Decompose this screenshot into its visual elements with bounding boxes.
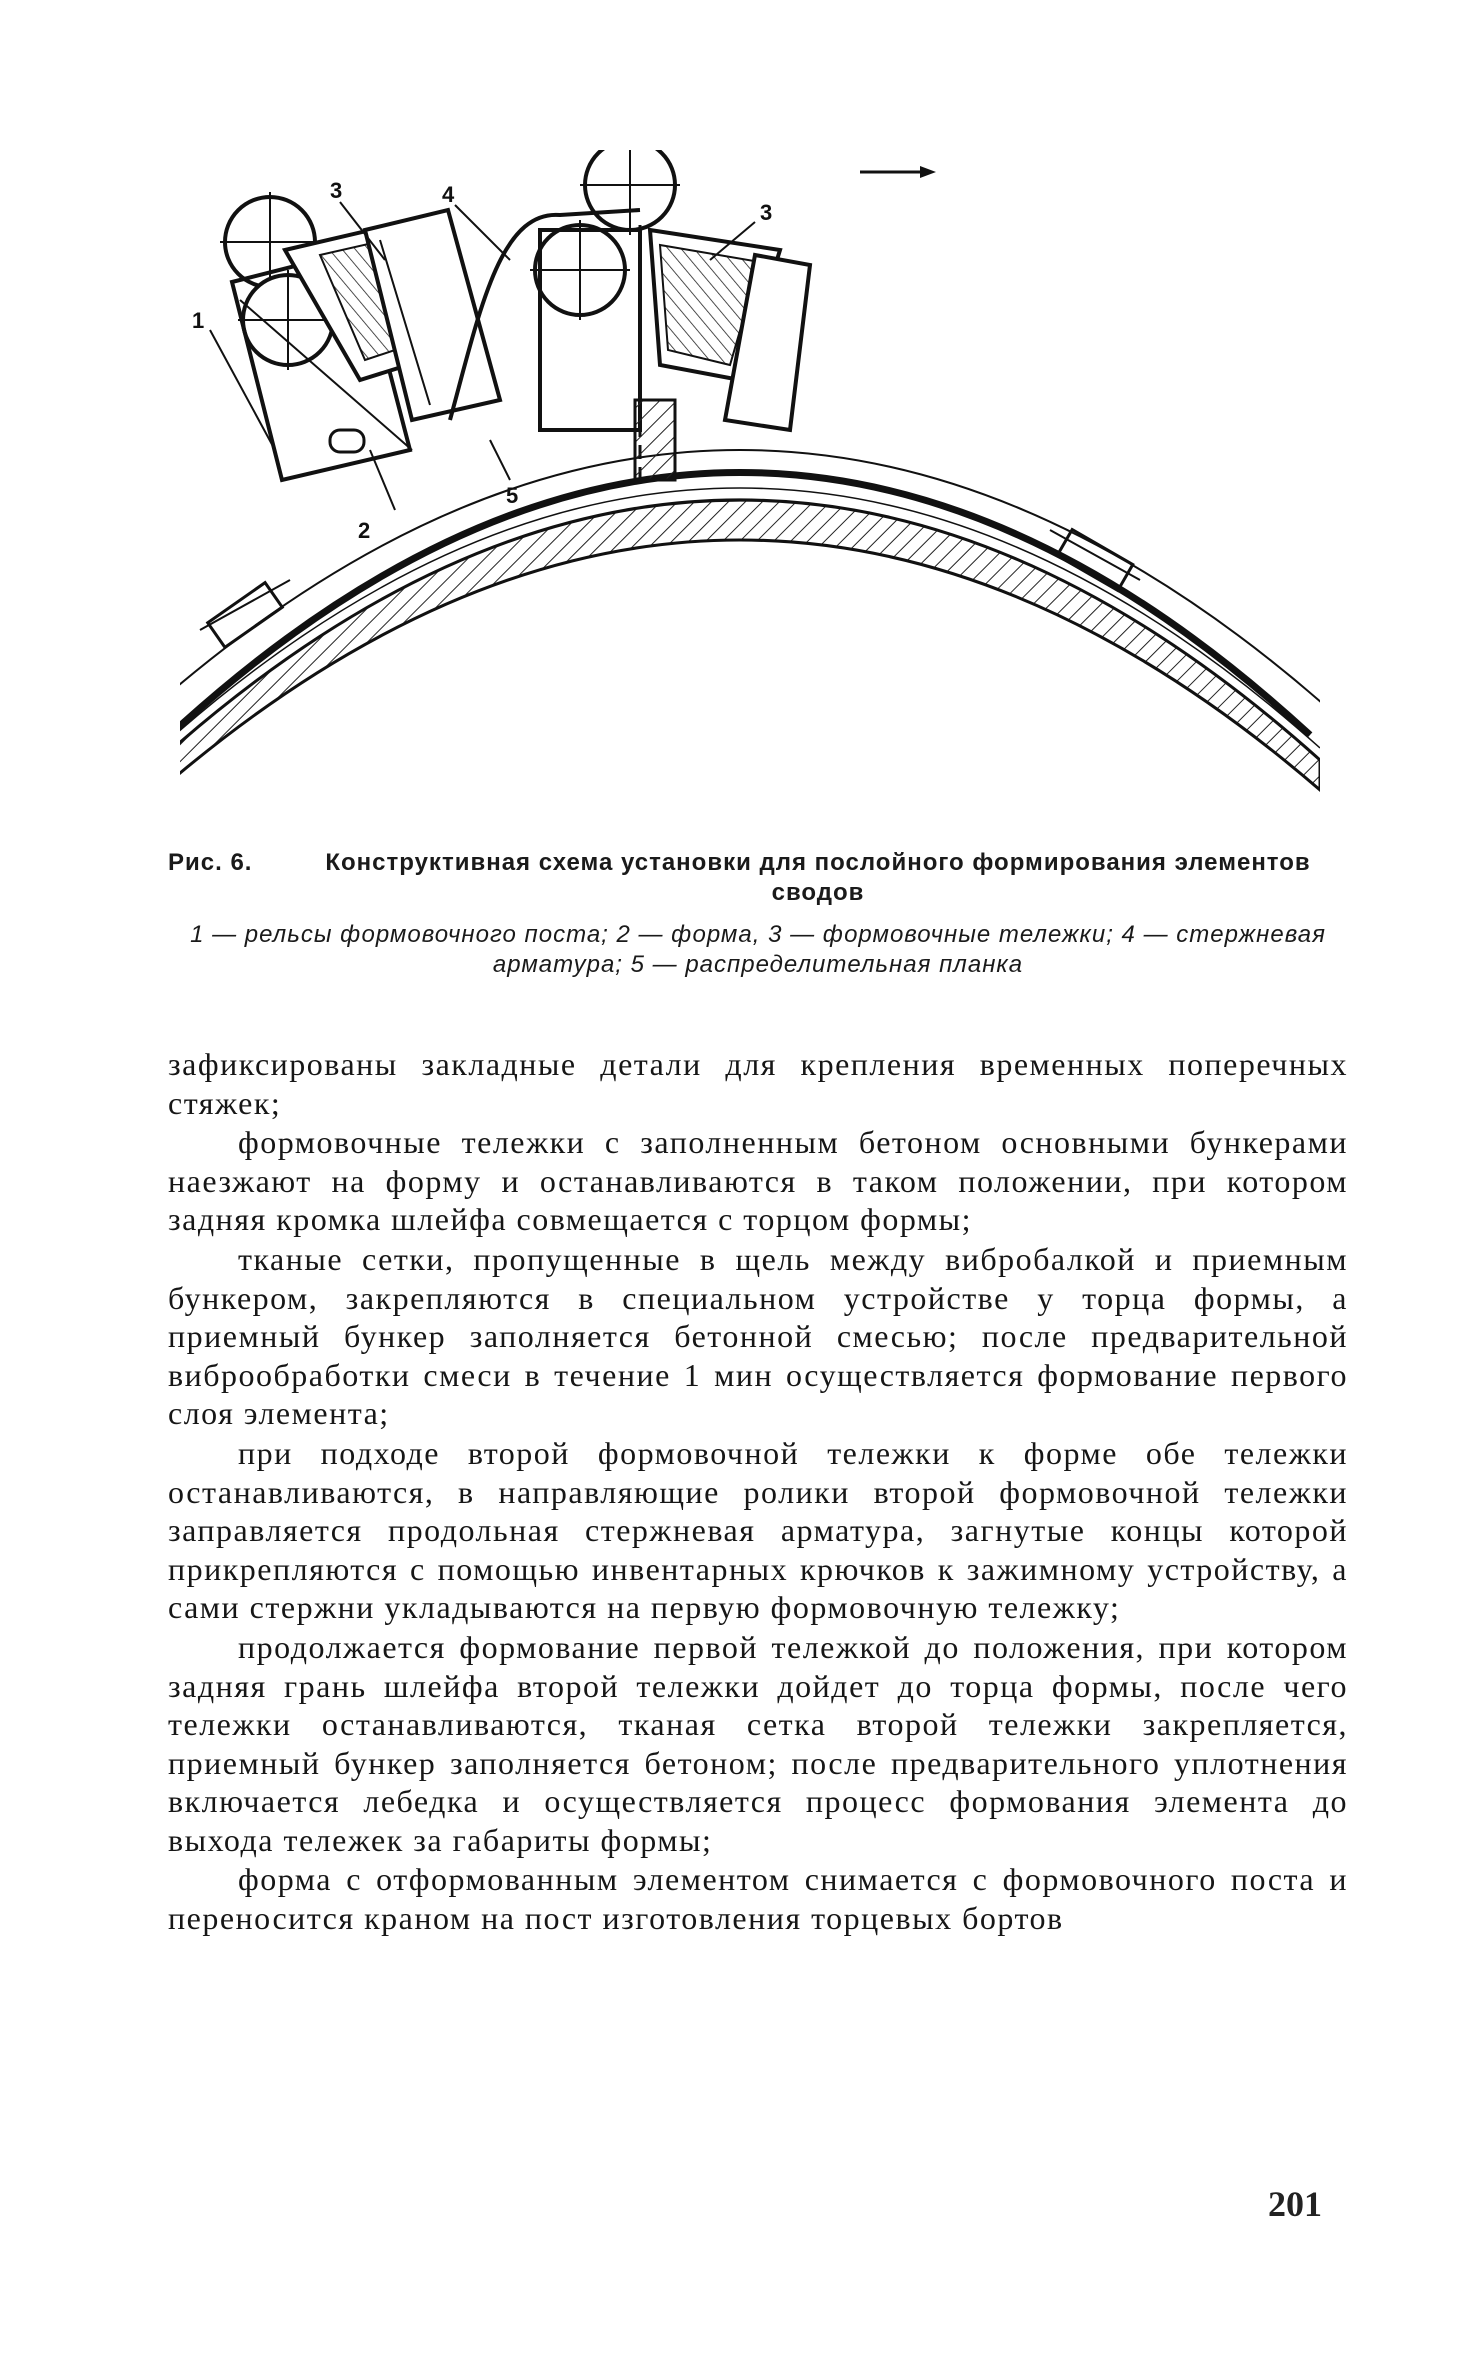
label-3-left: 3 (330, 178, 343, 203)
caption-title-row (168, 848, 1348, 908)
body-text (168, 1045, 1348, 1939)
label-5: 5 (506, 483, 519, 508)
label-4: 4 (442, 182, 455, 207)
left-trolley (220, 192, 500, 480)
paragraph-4: при подходе второй формовочной тележки к форме обе тележки останавливаются, в направляющие ролики второй формовочной тележки заправляется продольная стержневая арматура, загнутые концы которой прикрепляются с помощью инвентарных крючков к зажимному устройству, а сами стержни укладываются на первую формовочную тележку; (168, 1434, 1348, 1626)
caption-title: Конструктивная схема установки для послойного формирования элементов сводов (325, 849, 1311, 906)
paragraph-1: зафиксированы закладные детали для крепления временных поперечных стяжек; (168, 1046, 1348, 1121)
paragraph-5: продолжается формование первой тележкой до положения, при котором задняя грань шлейфа второй тележки дойдет до торца формы, после чего тележки останавливаются, тканая сетка второй тележки закрепляется, приемный бункер заполняется бетоном; после предварительного уплотнения включается лебедка и осуществляется процесс формования элемента до выхода тележек за габариты формы; (168, 1628, 1348, 1858)
paragraph-2: формовочные тележки с заполненным бетоном основными бункерами наезжают на форму и останавливаются в таком положении, при котором задняя кромка шлейфа совмещается с торцом формы; (168, 1124, 1348, 1238)
figure-caption (168, 848, 1348, 980)
page-number: 201 (1268, 2184, 1322, 2224)
paragraph-3: тканые сетки, пропущенные в щель между вибробалкой и приемным бункером, закрепляются в специальном устройстве у торца формы, а приемный бункер заполняется бетонной смесью; после предварительной виброобработки смеси в течение 1 мин осуществляется формование первого слоя элемента; (168, 1240, 1348, 1432)
arch-form (180, 450, 1320, 790)
rail-clamp-left (200, 580, 290, 647)
figure-drawing (180, 150, 1320, 820)
paragraph-6: форма с отформованным элементом снимается с формовочного поста и переносится краном на пост изготовления торцевых бортов (168, 1861, 1348, 1937)
label-1: 1 (192, 308, 205, 333)
caption-number: Рис. 6. (168, 849, 253, 876)
label-3-right: 3 (760, 200, 773, 225)
construction-scheme-figure (180, 150, 1320, 820)
direction-arrow (860, 166, 936, 178)
label-2: 2 (358, 518, 371, 543)
caption-legend: 1 — рельсы формовочного поста; 2 — форма, 3 — формовочные тележки; 4 — стержневая арматура; 5 — распределительная планка (190, 921, 1326, 978)
